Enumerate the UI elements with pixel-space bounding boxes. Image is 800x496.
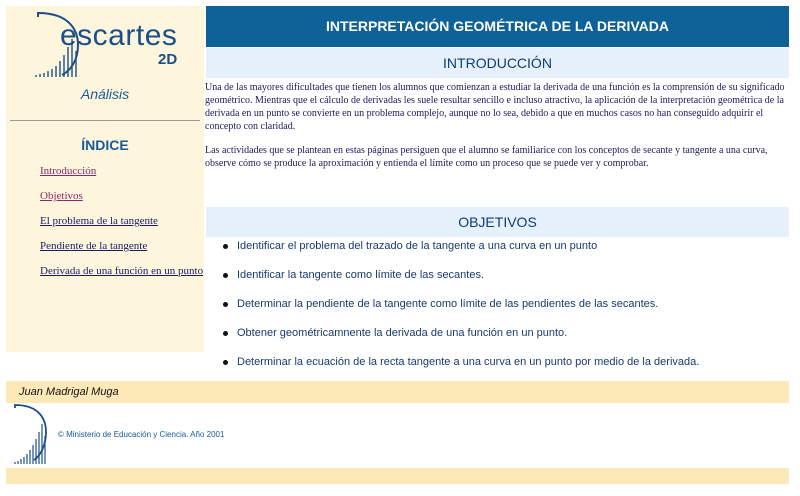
bottom-band (6, 468, 789, 484)
descartes-logo (32, 11, 202, 81)
nav-link-introduccion[interactable]: Introducción (40, 165, 97, 177)
sidebar (6, 6, 204, 352)
nav-item-derivada-punto (40, 265, 203, 290)
objectives-list (221, 240, 699, 385)
nav-item-problema-tangente (40, 215, 203, 240)
index-title: ÍNDICE (81, 137, 129, 153)
objective-item: Identificar el problema del trazado de la tangente a una curva en un punto (221, 240, 699, 269)
page-title: INTERPRETACIÓN GEOMÉTRICA DE LA DERIVADA (206, 6, 789, 47)
author-band (6, 381, 789, 403)
nav-item-pendiente-tangente (40, 240, 203, 265)
objective-item: Determinar la pendiente de la tangente como límite de las pendientes de las secantes. (221, 298, 699, 327)
logo-tag: 2D (158, 51, 178, 68)
objective-item: Determinar la ecuación de la recta tangente a una curva en un punto por medio de la derivada. (221, 356, 699, 385)
introduction-paragraph-2: Las actividades que se plantean en estas páginas persiguen que el alumno se familiarice con los conceptos de secante y tangente a una curva, observe cómo se produce la aproximación y entienda el límite como un proceso que se puede ver y comprobar. (205, 145, 768, 169)
nav-link-objetivos[interactable]: Objetivos (40, 190, 83, 202)
nav-link-derivada-punto[interactable]: Derivada de una función en un punto (40, 265, 204, 277)
objectives-heading: OBJETIVOS (206, 207, 789, 237)
nav-item-objetivos (40, 190, 203, 215)
nav-item-introduccion (40, 165, 203, 190)
nav-link-problema-tangente[interactable]: El problema de la tangente (40, 215, 158, 227)
introduction-heading: INTRODUCCIÓN (206, 48, 789, 78)
objective-item: Identificar la tangente como límite de las secantes. (221, 269, 699, 298)
sidebar-divider (10, 120, 200, 121)
index-nav (40, 165, 203, 290)
introduction-paragraph-1: Una de las mayores dificultades que tienen los alumnos que comienzan a estudiar la derivada de una función es la comprensión de su significado geométrico. Mientras que el cálculo de derivadas les suele resultar sencillo e incluso atractivo, la aplicación de la interpretación geométrica de la derivada en un punto se convierte en un problema complejo, aunque no lo sea, debido a que en muchos casos no han conseguido adquirir el concepto con claridad. (205, 82, 785, 132)
copyright-notice: © Ministerio de Educación y Ciencia. Año 2001 (58, 430, 225, 439)
section-name: Análisis (80, 86, 130, 102)
logo-wordmark: escartes (60, 19, 178, 52)
nav-link-pendiente-tangente[interactable]: Pendiente de la tangente (40, 240, 148, 252)
objective-item: Obtener geométricamnente la derivada de una función en un punto. (221, 327, 699, 356)
descartes-footer-logo-icon (12, 404, 56, 466)
author-name: Juan Madrigal Muga (19, 386, 119, 398)
